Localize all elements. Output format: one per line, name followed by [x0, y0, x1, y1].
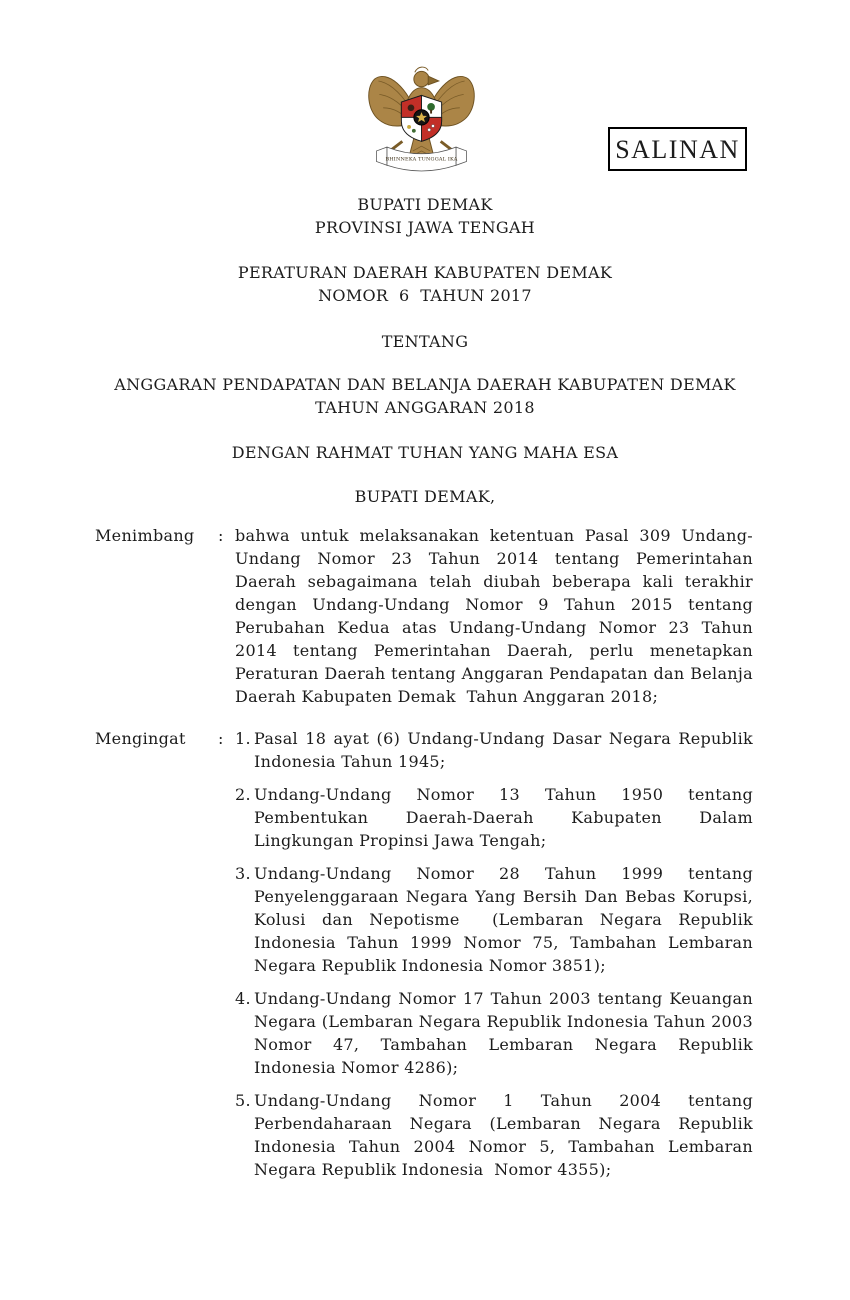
enacting-authority: BUPATI DEMAK, [354, 487, 496, 506]
legal-basis-item-text: Undang-Undang Nomor 28 Tahun 1999 tentang Penyelenggaraan Negara Yang Bersih Dan Bebas Korupsi, Kolusi dan Nepotisme (Lembaran Negara Republik Indonesia Tahun 1999 Nomor 75, Tambahan Lembaran Negara Republik Indonesia Nomor 3851); [254, 864, 759, 975]
legal-basis-item-text: Undang-Undang Nomor 13 Tahun 1950 tentang Pembentukan Daerah-Daerah Kabupaten Dalam Lingkungan Propinsi Jawa Tengah; [254, 785, 759, 850]
salinan-stamp-label: SALINAN [615, 134, 740, 164]
garuda-pancasila-svg [364, 58, 479, 172]
legal-basis-item [235, 783, 759, 852]
issuer-line-2: PROVINSI JAWA TENGAH [314, 218, 536, 237]
menimbang-label: Menimbang [95, 526, 195, 545]
menimbang-section [0, 524, 850, 708]
mengingat-section [0, 727, 850, 1181]
legal-basis-item-number: 1. [235, 729, 251, 748]
regulation-title: PERATURAN DAERAH KABUPATEN DEMAK [237, 263, 613, 282]
subject-line-2: TAHUN ANGGARAN 2018 [315, 398, 535, 417]
menimbang-text: bahwa untuk melaksanakan ketentuan Pasal 309 Undang-Undang Nomor 23 Tahun 2014 tentang Pemerintahan Daerah sebagaimana telah diubah beberapa kali terakhir dengan Undang-Undang Nomor 9 Tahun 2015 tentang Perubahan Kedua atas Undang-Undang Nomor 23 Tahun 2014 tentang Pemerintahan Daerah, perlu menetapkan Peraturan Daerah tentang Anggaran Pendapatan dan Belanja Daerah Kabupaten Demak Tahun Anggaran 2018; [235, 526, 759, 706]
legal-basis-item-text: Undang-Undang Nomor 1 Tahun 2004 tentang Perbendaharaan Negara (Lembaran Negara Republik Indonesia Tahun 2004 Nomor 5, Tambahan Lembaran Negara Republik Indonesia Nomor 4355); [254, 1091, 759, 1179]
legal-basis-item-number: 2. [235, 785, 251, 804]
tentang-label: TENTANG [381, 332, 469, 351]
mengingat-colon: : [218, 729, 224, 748]
legal-basis-item [235, 862, 759, 977]
mengingat-label: Mengingat [95, 729, 186, 748]
menimbang-colon: : [218, 526, 224, 545]
legal-basis-item [235, 727, 759, 773]
legal-basis-item-number: 3. [235, 864, 251, 883]
legal-basis-item-number: 5. [235, 1091, 251, 1110]
garuda-pancasila-icon [364, 58, 479, 172]
legal-basis-item-number: 4. [235, 989, 251, 1008]
legal-basis-item [235, 987, 759, 1079]
subject-line-1: ANGGARAN PENDAPATAN DAN BELANJA DAERAH KABUPATEN DEMAK [114, 375, 736, 394]
legal-basis-item-text: Pasal 18 ayat (6) Undang-Undang Dasar Negara Republik Indonesia Tahun 1945; [254, 729, 759, 771]
regulation-number: NOMOR 6 TAHUN 2017 [318, 286, 532, 305]
issuer-line-1: BUPATI DEMAK [357, 195, 493, 214]
invocation-line: DENGAN RAHMAT TUHAN YANG MAHA ESA [231, 443, 619, 462]
legal-basis-item-text: Undang-Undang Nomor 17 Tahun 2003 tentang Keuangan Negara (Lembaran Negara Republik Indonesia Tahun 2003 Nomor 47, Tambahan Lembaran Negara Republik Indonesia Nomor 4286); [254, 989, 759, 1077]
emblem-motto-text: BHINNEKA TUNGGAL IKA [385, 156, 458, 163]
mengingat-list [235, 727, 759, 1181]
salinan-stamp [608, 127, 747, 171]
legal-basis-item [235, 1089, 759, 1181]
